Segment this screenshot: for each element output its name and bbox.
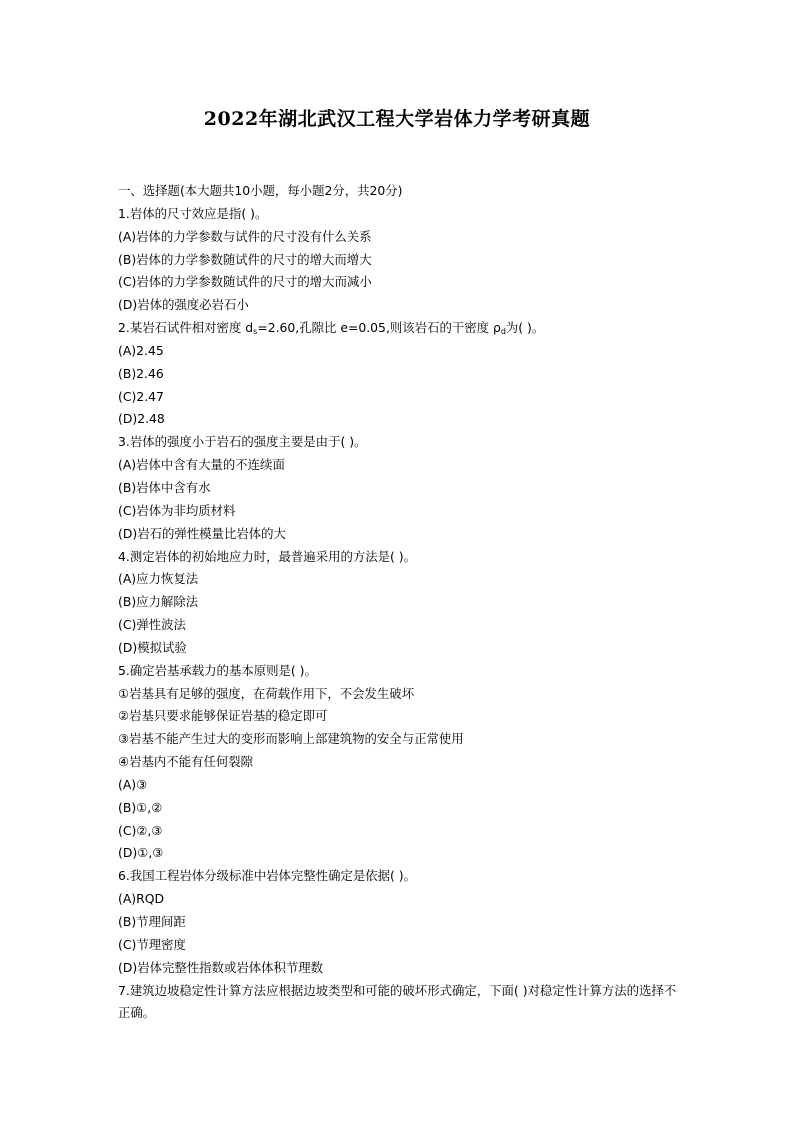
question-7-stem: 7.建筑边坡稳定性计算方法应根据边坡类型和可能的破坏形式确定，下面( )对稳定性计算方法的选择不正确。	[118, 982, 677, 1021]
question-2-stem-part-c: 为( )。	[505, 320, 545, 336]
question-5-option-a: (A)③	[118, 776, 148, 792]
question-3-option-a: (A)岩体中含有大量的不连续面	[118, 457, 285, 473]
question-3-option-c: (C)岩体为非均质材料	[118, 502, 236, 518]
question-6-option-a: (A)RQD	[118, 891, 165, 907]
question-6-option-b: (B)节理间距	[118, 914, 186, 929]
question-4-option-c: (C)弹性波法	[118, 617, 186, 633]
question-5-option-c: (C)②,③	[118, 822, 163, 838]
question-2-stem	[118, 317, 683, 340]
question-1-stem: 1.岩体的尺寸效应是指( )。	[118, 205, 268, 221]
question-5-statement-2: ②岩基只要求能够保证岩基的稳定即可	[118, 708, 328, 724]
question-6-option-d: (D)岩体完整性指数或岩体体积节理数	[118, 959, 324, 975]
question-4-option-b: (B)应力解除法	[118, 594, 199, 610]
question-3-stem: 3.岩体的强度小于岩石的强度主要是由于( )。	[118, 434, 367, 450]
question-4-stem: 4.测定岩体的初始地应力时，最普遍采用的方法是( )。	[118, 548, 417, 564]
question-5-option-b: (B)①,②	[118, 799, 163, 815]
page-title: 2022年湖北武汉工程大学岩体力学考研真题	[203, 108, 591, 130]
question-6-stem: 6.我国工程岩体分级标准中岩体完整性确定是依据( )。	[118, 868, 417, 884]
question-3-option-d: (D)岩石的弹性模量比岩体的大	[118, 525, 286, 541]
question-5-statement-4: ④岩基内不能有任何裂隙	[118, 754, 254, 770]
document-body	[118, 180, 683, 1025]
question-3-option-b: (B)岩体中含有水	[118, 479, 211, 495]
question-4-option-d: (D)模拟试验	[118, 639, 187, 655]
question-1-option-a: (A)岩体的力学参数与试件的尺寸没有什么关系	[118, 228, 372, 244]
section-heading: 一、选择题(本大题共10小题，每小题2分，共20分)	[118, 183, 403, 198]
question-2-option-d: (D)2.48	[118, 411, 165, 427]
question-2-subscript-d: d	[500, 327, 506, 337]
question-4-option-a: (A)应力恢复法	[118, 571, 199, 587]
question-2-stem-part-a: 2.某岩石试件相对密度 d	[118, 320, 254, 336]
question-2-option-a: (A)2.45	[118, 342, 164, 358]
question-1-option-c: (C)岩体的力学参数随试件的尺寸的增大而减小	[118, 274, 372, 290]
question-5-option-d: (D)①,③	[118, 845, 164, 861]
question-5-stem: 5.确定岩基承载力的基本原则是( )。	[118, 662, 317, 678]
question-5-statement-1: ①岩基具有足够的强度，在荷载作用下，不会发生破坏	[118, 685, 415, 701]
question-6-option-c: (C)节理密度	[118, 936, 186, 952]
question-2-stem-part-b: =2.60,孔隙比 e=0.05,则该岩石的干密度 ρ	[257, 320, 501, 336]
question-5-statement-3: ③岩基不能产生过大的变形而影响上部建筑物的安全与正常使用	[118, 731, 464, 747]
question-2-option-c: (C)2.47	[118, 388, 164, 404]
question-1-option-b: (B)岩体的力学参数随试件的尺寸的增大而增大	[118, 251, 372, 267]
question-1-option-d: (D)岩体的强度必岩石小	[118, 297, 249, 313]
question-2-subscript-s: s	[253, 327, 258, 337]
question-2-option-b: (B)2.46	[118, 365, 164, 381]
